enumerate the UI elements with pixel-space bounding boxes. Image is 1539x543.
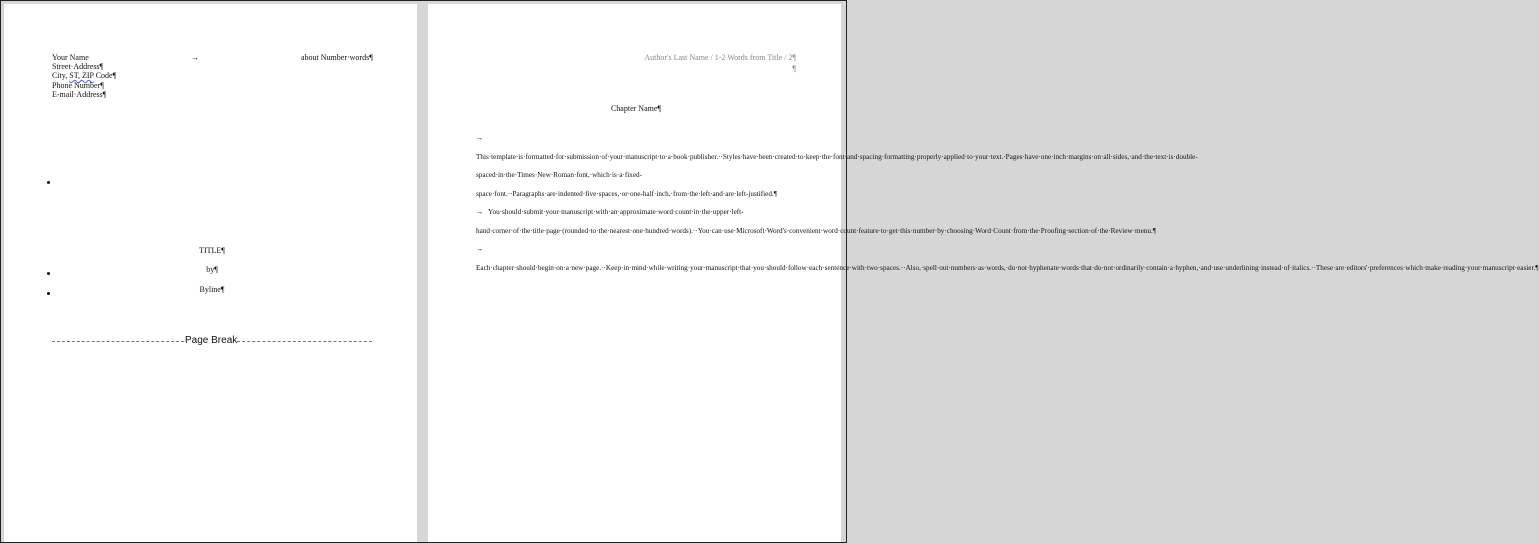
word-count[interactable]: about Number·words¶ [301, 53, 373, 62]
page-break-label: Page Break [185, 335, 238, 346]
paragraph-mark-bullet [47, 181, 50, 184]
tab-arrow: → [476, 134, 484, 142]
running-header[interactable]: Author's Last Name / 1-2 Words from Title / 2¶ [644, 53, 796, 62]
header-paragraph-mark: ¶ [792, 64, 796, 73]
page-break-dash-right [237, 341, 372, 342]
body-paragraph[interactable]: →This·template·is·formatted·for·submission·of·your·manuscript·to·a·book·publisher.··Styles·have·been·created·to·keep·the·font·and·spacing·formatting·properly·applied·to·your·text.·Pages·have·one·inch·margins·on·all·sides,·and·the·text·is·double-spaced·in·the·Times·New·Roman·font,·which·is·a·fixed-space·font.··Paragraphs·are·indented·five·spaces,·or·one-half·inch,·from·the·left·and·are·left-justified.¶ [476, 129, 792, 203]
tab-arrow: → [476, 245, 484, 253]
byline[interactable]: Byline¶ [199, 285, 225, 294]
chapter-body[interactable] [476, 129, 1539, 277]
page-1[interactable] [4, 4, 417, 542]
paragraph-mark-bullet [47, 292, 50, 295]
title[interactable]: TITLE¶ [199, 246, 225, 255]
email-address[interactable]: E-mail·Address¶ [52, 90, 107, 99]
page-break-dash-left [52, 341, 184, 342]
tab-arrow: → [476, 208, 484, 216]
page-2[interactable] [428, 4, 1539, 542]
street-address[interactable]: Street·Address¶ [52, 62, 104, 71]
author-name[interactable]: Your Name [52, 53, 89, 62]
phone-number[interactable]: Phone Number¶ [52, 81, 104, 90]
paragraph-mark-bullet [47, 272, 50, 275]
body-paragraph[interactable]: → You·should·submit·your·manuscript·with·an·approximate·word·count·in·the·upper·left-hand·corner·of·the·title·page·(rounded·to·the·nearest·one·hundred·words).··You·can·use·Microsoft·Word's·convenient·word·count·feature·to·get·this·number·by·choosing·Word·Count·from·the·Proofing·section·of·the·Review·menu.¶ [476, 203, 792, 240]
tab-arrow: → [191, 53, 199, 62]
by-line-label[interactable]: by¶ [206, 265, 218, 274]
body-paragraph[interactable]: →Each·chapter·should·begin·on·a·new·page.··Keep·in·mind·while·writing·your·manuscript·that·you·should·follow·each·sentence·with·two·spaces.··Also,·spell·out·numbers·as·words,·do·not·hyphenate·words·that·do·not·ordinarily·contain·a·hyphen,·and·use·underlining·instead·of·italics.··These·are·editors'·preferences·which·make·reading·your·manuscript·easier.¶ [476, 240, 792, 277]
chapter-name[interactable]: Chapter Name¶ [610, 104, 662, 113]
page-break [52, 335, 372, 347]
city-state-zip[interactable]: City, ST, ZIP Code¶ [52, 71, 117, 80]
